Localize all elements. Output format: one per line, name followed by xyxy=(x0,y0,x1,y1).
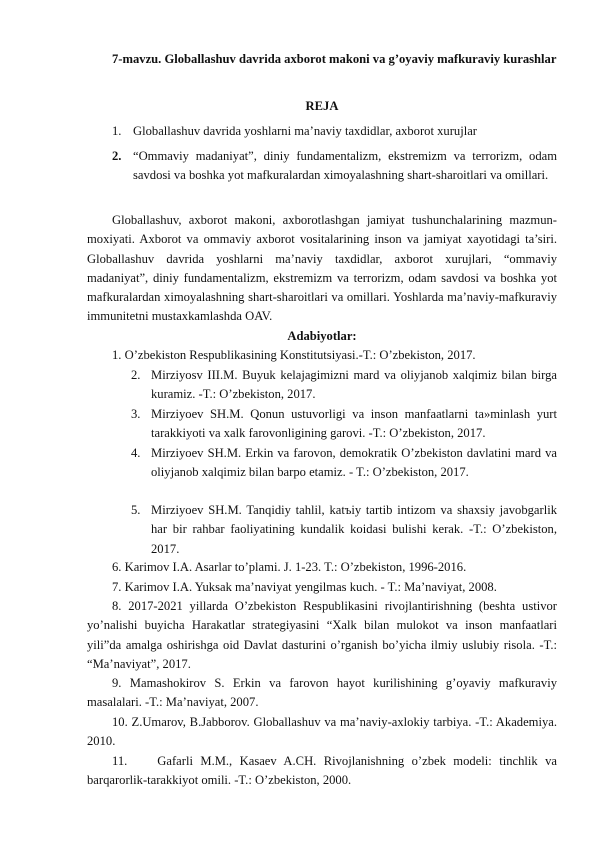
reference-text: Mirziyoev SH.M. Erkin va farovon, demokratik O’zbekiston davlatini mard va oliyjanob xalqimiz bilan barpo etamiz. - T.: O’zbekiston, 2017. xyxy=(151,446,557,480)
reference-number: 9. xyxy=(112,676,122,690)
page-title: 7-mavzu. Globallashuv davrida axborot makoni va g’oyaviy mafkuraviy kurashlar xyxy=(112,52,557,66)
reference-number: 6. xyxy=(112,560,122,574)
references-heading: Adabiyotlar: xyxy=(287,329,357,343)
reference-text: Karimov I.A. Asarlar to’plami. J. 1-23. T.: O’zbekiston, 1996-2016. xyxy=(124,560,467,574)
reference-text: Mirziyosv III.M. Buyuk kelajagimizni mard va oliyjanob xalqimiz bilan birga kuramiz. -T.: O’zbekiston, 2017. xyxy=(151,368,557,402)
reference-item xyxy=(112,578,557,597)
reference-text: Z.Umarov, B.Jabborov. Globallashuv va ma’naviy-axlokiy tarbiya. -T.: Akademiya. 2010. xyxy=(87,715,557,749)
reference-text: 2017-2021 yillarda O’zbekiston Respublikasini rivojlantirishning (beshta ustivor yo’nalishi buyicha Harakatlar strategiyasini “Xalk bilan mulokot va inson manfaatlari yili”da amalga oshirishga oid Davlat dasturini o’rganish bo’yicha ilmiy uslubiy risola. -T.: “Ma’naviyat”, 2017. xyxy=(87,599,558,671)
plan-item-text: “Ommaviy madaniyat”, diniy fundamentalizm, ekstremizm va terrorizm, odam savdosi va boshka yot mafkuralardan ximoyalashning shart-sharoitlari va omillari. xyxy=(133,149,557,183)
reference-number: 5. xyxy=(131,503,141,517)
plan-item-text: Globallashuv davrida yoshlarni ma’naviy taxdidlar, axborot xurujlar xyxy=(133,124,477,138)
reference-text: Mamashokirov S. Erkin va farovon hayot kurilishining g’oyaviy mafkuraviy masalalari. -T.: Ma’naviyat, 2007. xyxy=(87,676,557,710)
reference-item xyxy=(87,713,557,752)
reference-number: 4. xyxy=(131,446,141,460)
reference-number: 10. xyxy=(112,715,128,729)
reference-item xyxy=(112,558,557,577)
reference-item xyxy=(87,752,557,791)
reference-text: Mirziyoev SH.M. Qonun ustuvorligi va inson manfaatlarni ta»minlash yurt tarakkiyoti va xalk farovonligining garovi. -T.: O’zbekiston, 2017. xyxy=(151,407,557,441)
reference-item xyxy=(87,597,557,674)
reference-text: Mirziyoev SH.M. Tanqidiy tahlil, katъiy tartib intizom va shaxsiy javobgarlik har bir rahbar faoliyatining kundalik koidasi bulishi kerak. -T.: O’zbekiston, 2017. xyxy=(151,503,557,556)
reference-number: 1. xyxy=(112,348,122,362)
reference-number: 2. xyxy=(131,368,141,382)
plan-item-number: 2. xyxy=(112,149,122,163)
reference-item xyxy=(112,346,557,365)
reference-number: 3. xyxy=(131,407,141,421)
reference-text: Gafarli M.M., Kasaev A.CH. Rivojlanishning o’zbek modeli: tinchlik va barqarorlik-tarakkiyot omili. -T.: O’zbekiston, 2000. xyxy=(87,754,557,788)
plan-item-number: 1. xyxy=(112,124,122,138)
body-paragraph: Globallashuv, axborot makoni, axborotlashgan jamiyat tushunchalarining mazmun-moxiyati. Axborot va ommaviy axborot vositalarining inson va jamiyat xayotidagi ta’siri. Globallashuv davrida yoshlarni ma’naviy taxdidlar, axborot xurujlari, “ommaviy madaniyat”, diniy fundamentalizm, ekstremizm va terrorizm, odam savdosi va boshka yot mafkuralardan ximoyalashning shart-sharoitlari va omillari. Yoshlarda ma’naviy-mafkuraviy immunitetni mustaxkamlashda OAV. xyxy=(87,213,557,324)
plan-heading: REJA xyxy=(305,99,339,113)
reference-number: 7. xyxy=(112,580,122,594)
reference-number: 8. xyxy=(112,599,122,613)
reference-text: Karimov I.A. Yuksak ma’naviyat yengilmas kuch. - T.: Ma’naviyat, 2008. xyxy=(124,580,497,594)
reference-text: O’zbekiston Respublikasining Konstitutsiyasi.-T.: O’zbekiston, 2017. xyxy=(124,348,476,362)
reference-number: 11. xyxy=(112,754,128,768)
reference-item xyxy=(87,674,557,713)
